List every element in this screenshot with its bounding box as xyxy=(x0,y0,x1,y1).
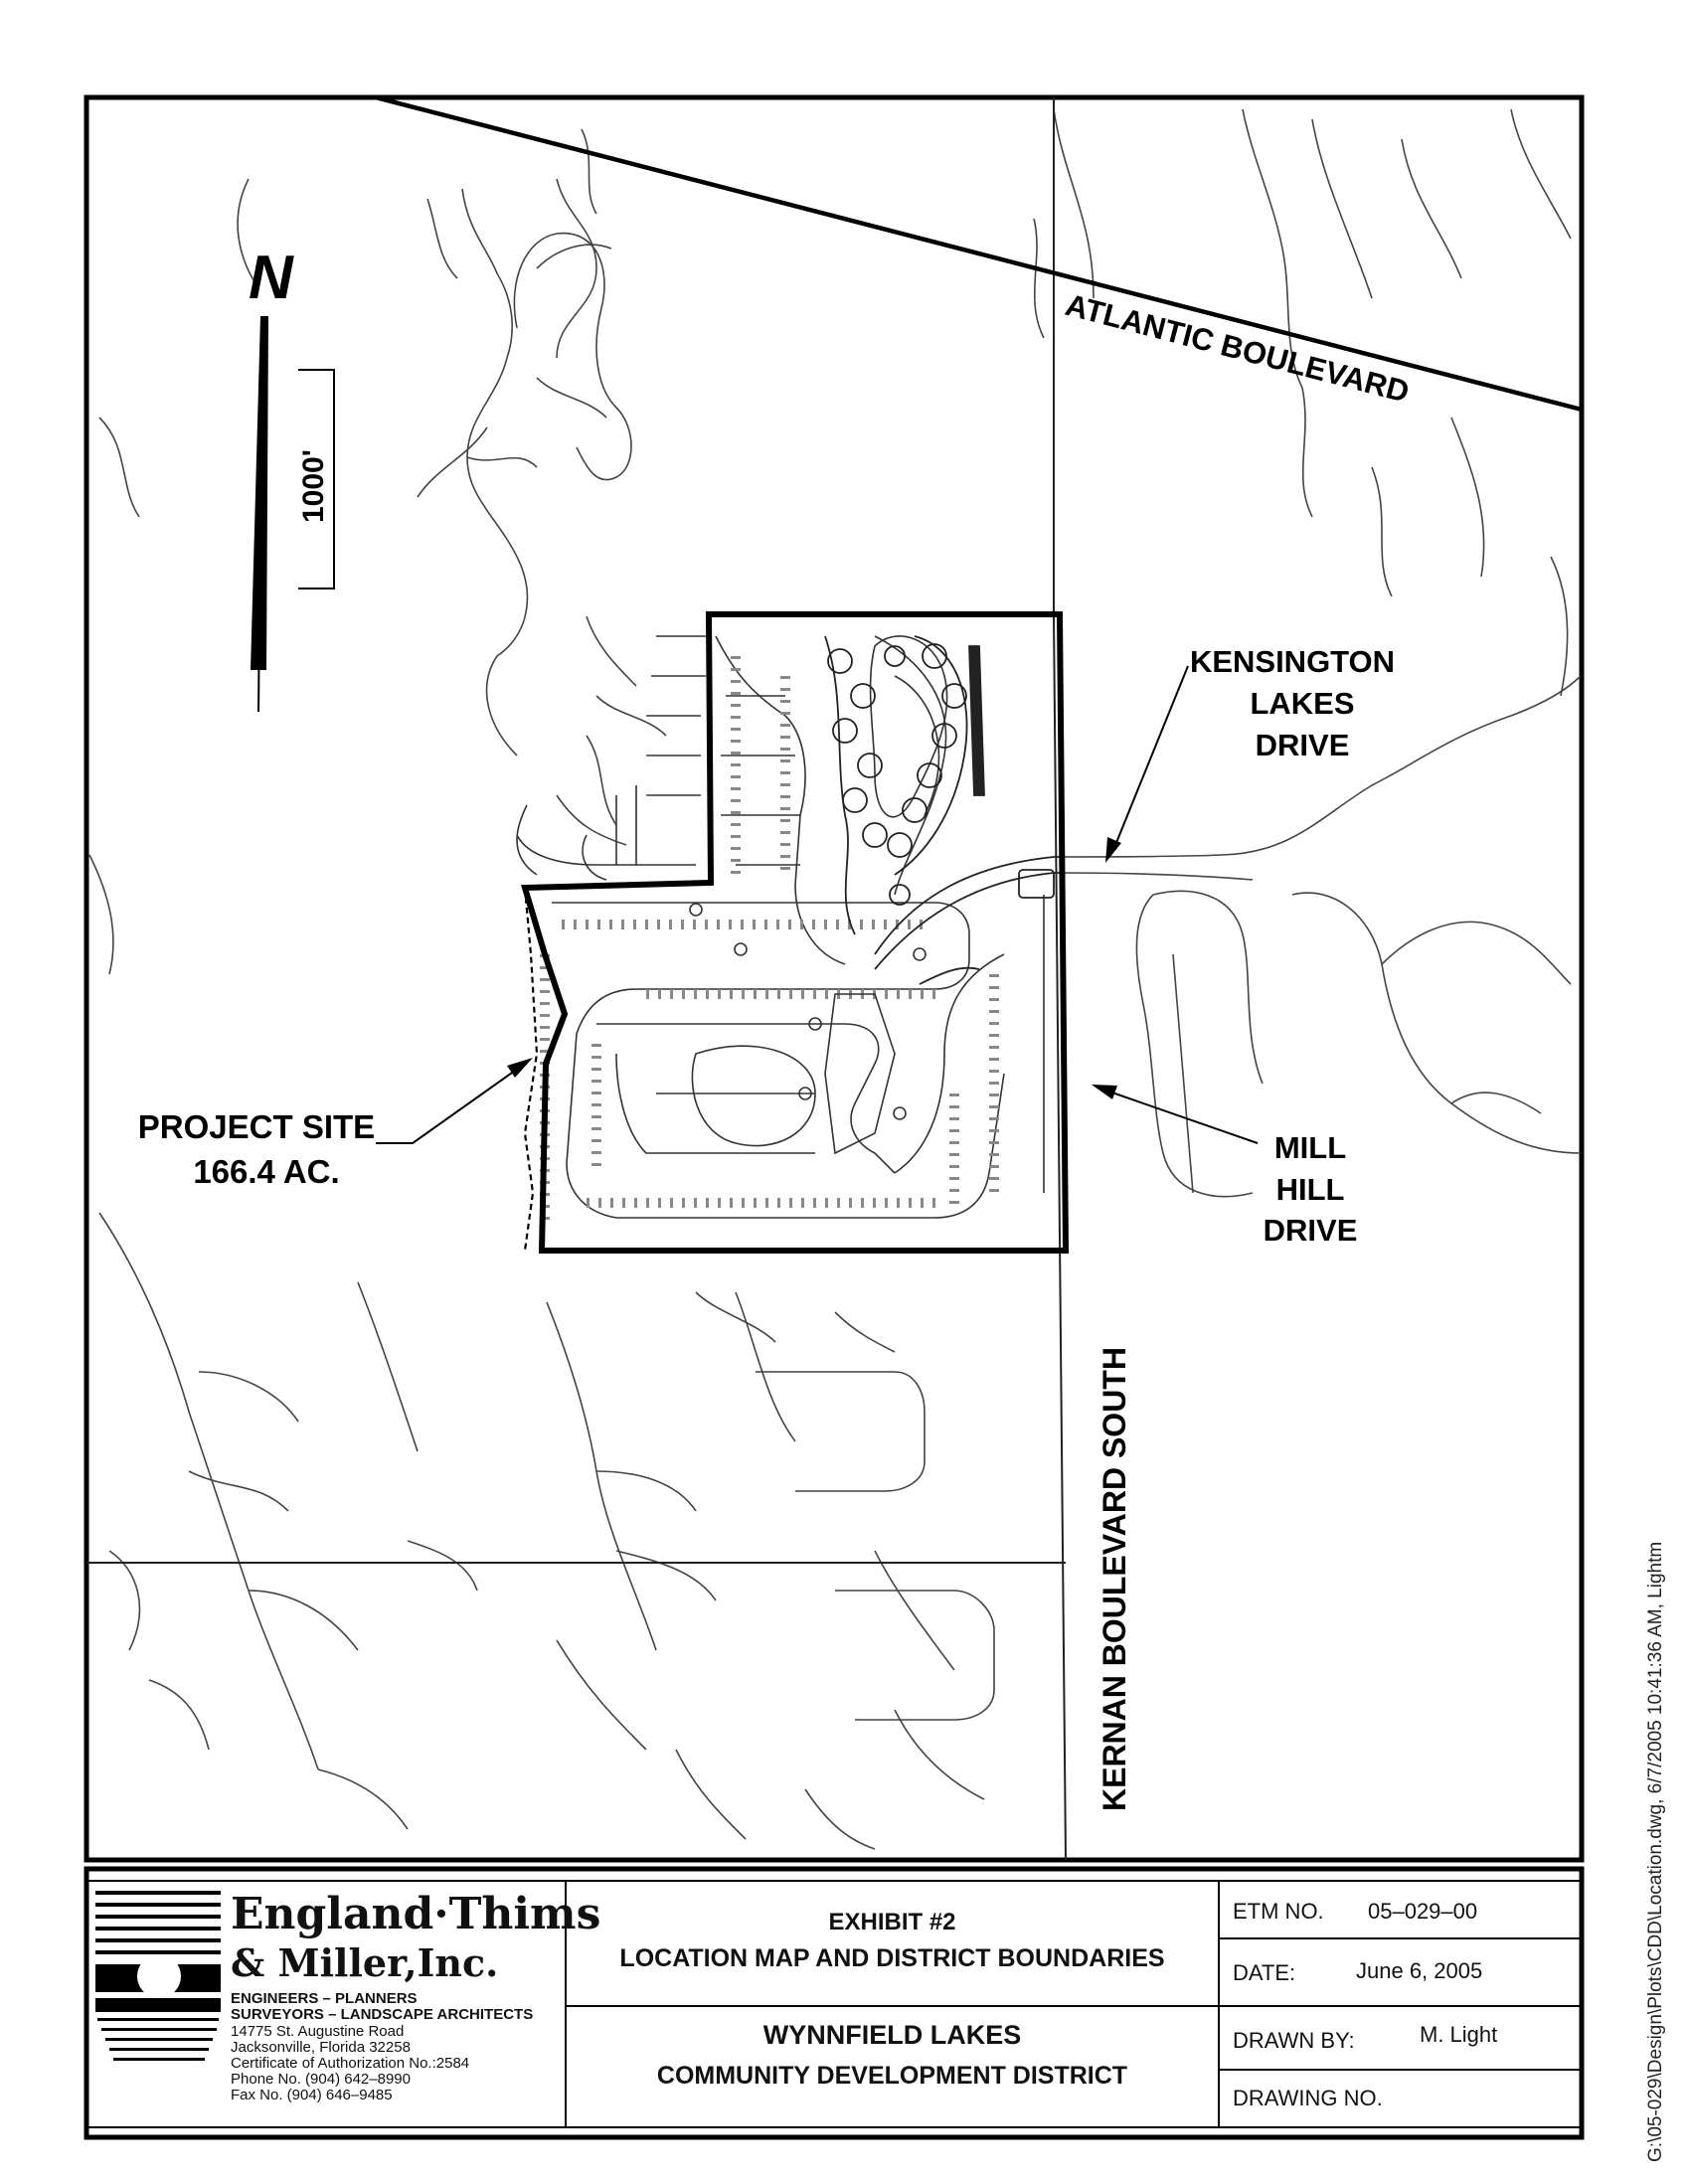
kensington-label-line1: KENSINGTON xyxy=(1189,644,1396,679)
kernan-boulevard-label: KERNAN BOULEVARD SOUTH xyxy=(1097,1347,1132,1811)
company-line-5: Certificate of Authorization No.:2584 xyxy=(231,2055,470,2072)
scale-bar-label: 1000' xyxy=(297,449,330,523)
project-site-label-line2: 166.4 AC. xyxy=(193,1153,340,1190)
north-arrow-letter: N xyxy=(249,244,293,312)
resort-cluster xyxy=(825,636,1060,984)
project-boundary xyxy=(525,614,1066,1251)
date-label: DATE: xyxy=(1233,1960,1296,1985)
leader-arrow-icon xyxy=(1105,666,1188,863)
leader-arrow-icon xyxy=(1092,1085,1258,1143)
drawing-number-label: DRAWING NO. xyxy=(1233,2086,1383,2110)
company-line-6: Phone No. (904) 642–8990 xyxy=(231,2071,411,2088)
mill-hill-label-line3: DRIVE xyxy=(1263,1213,1358,1248)
mill-hill-label-line1: MILL xyxy=(1273,1130,1347,1165)
leader-arrow-icon xyxy=(376,1058,533,1143)
kensington-label-line2: LAKES xyxy=(1250,686,1355,721)
company-line-7: Fax No. (904) 646–9485 xyxy=(231,2087,393,2103)
project-site-subdivision xyxy=(517,636,1044,1223)
mill-hill-label-line2: HILL xyxy=(1275,1172,1345,1207)
drawn-by-value: M. Light xyxy=(1420,2022,1498,2047)
scale-bar-icon xyxy=(297,370,334,588)
atlantic-boulevard-label: ATLANTIC BOULEVARD xyxy=(1062,286,1414,410)
company-line-4: Jacksonville, Florida 32258 xyxy=(231,2039,411,2056)
company-name-line1: England·Thims xyxy=(231,1889,601,1939)
north-arrow-icon xyxy=(249,244,294,712)
company-name-line2: & Miller,Inc. xyxy=(231,1940,499,1985)
project-subtitle: COMMUNITY DEVELOPMENT DISTRICT xyxy=(656,2062,1128,2090)
project-boundary-shadow xyxy=(525,888,537,1251)
kensington-label-line3: DRIVE xyxy=(1255,728,1350,762)
company-line-3: 14775 St. Augustine Road xyxy=(231,2023,405,2040)
company-line-1: ENGINEERS – PLANNERS xyxy=(231,1990,418,2007)
exhibit-title: LOCATION MAP AND DISTRICT BOUNDARIES xyxy=(619,1944,1165,1972)
project-site-label-line1: PROJECT SITE xyxy=(137,1108,376,1145)
file-path-stamp: G:\05-029\Design\Plots\CDD\Location.dwg, 6/7/2005 10:41:36 AM, Lightm xyxy=(1645,1541,1666,2162)
company-logo-icon xyxy=(95,1891,221,2061)
etm-number-value: 05–029–00 xyxy=(1368,1899,1478,1924)
etm-number-label: ETM NO. xyxy=(1233,1899,1324,1924)
date-value: June 6, 2005 xyxy=(1356,1958,1483,1983)
company-line-2: SURVEYORS – LANDSCAPE ARCHITECTS xyxy=(231,2006,534,2023)
section-lines xyxy=(86,97,1066,1860)
drawn-by-label: DRAWN BY: xyxy=(1233,2028,1355,2053)
project-name: WYNNFIELD LAKES xyxy=(762,2020,1022,2050)
exhibit-number: EXHIBIT #2 xyxy=(828,1909,956,1935)
